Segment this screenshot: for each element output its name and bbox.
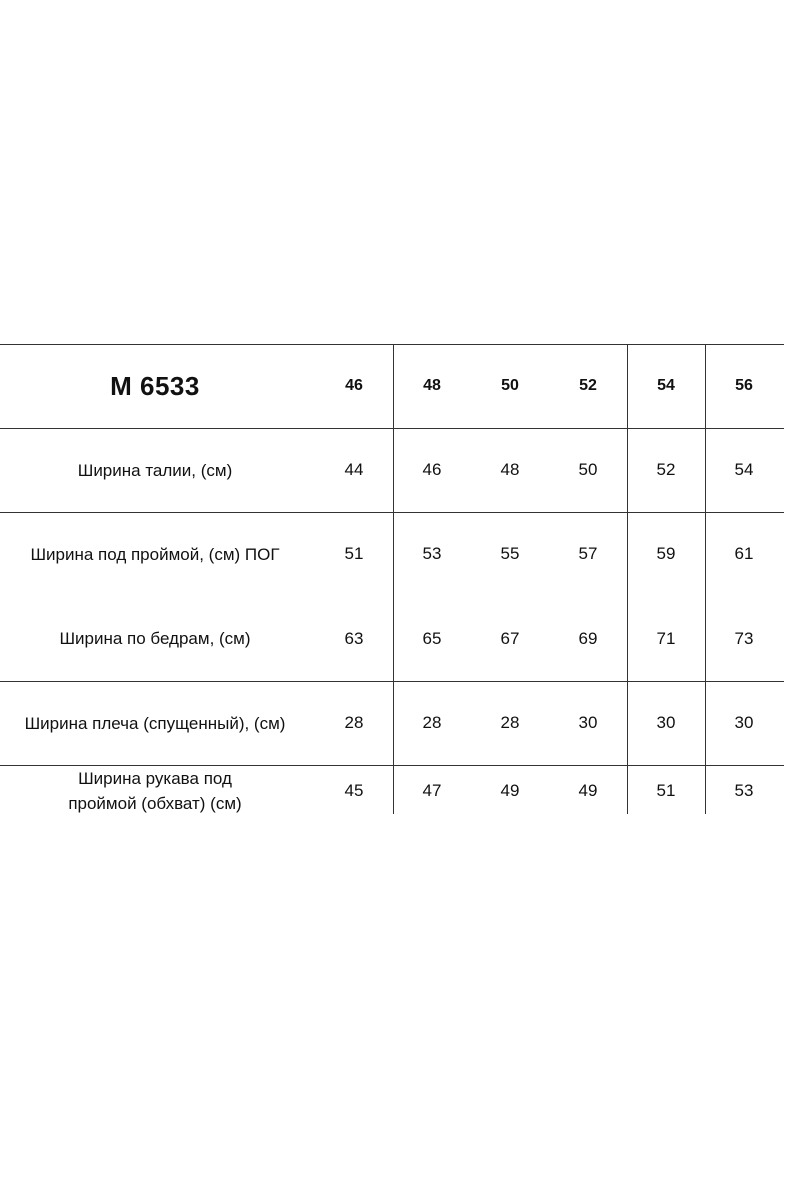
measurement-value: 73 bbox=[734, 628, 754, 648]
measurement-label-sleeve-line2: проймой (обхват) (см) bbox=[68, 794, 242, 813]
measurement-value: 59 bbox=[656, 544, 676, 563]
measurement-label-shoulder: Ширина плеча (спущенный), (см) bbox=[24, 713, 286, 733]
measurement-label-hips: Ширина по бедрам, (см) bbox=[59, 629, 251, 648]
measurement-value: 53 bbox=[422, 544, 442, 563]
measurement-value: 57 bbox=[578, 544, 598, 563]
measurement-value: 28 bbox=[422, 713, 442, 732]
measurement-value: 55 bbox=[500, 544, 520, 563]
size-header: 46 bbox=[345, 377, 363, 394]
measurement-value: 69 bbox=[578, 628, 598, 648]
measurement-value: 30 bbox=[734, 713, 754, 732]
measurement-label-sleeve bbox=[0, 765, 310, 817]
measurement-value: 71 bbox=[656, 628, 676, 648]
measurement-value: 48 bbox=[500, 460, 520, 479]
measurement-label-waist: Ширина талии, (см) bbox=[77, 460, 233, 480]
measurement-value: 46 bbox=[422, 460, 442, 479]
measurement-value: 67 bbox=[500, 628, 520, 648]
measurement-value: 53 bbox=[734, 781, 754, 800]
size-chart-table bbox=[0, 344, 784, 814]
measurement-label-sleeve-line1: Ширина рукава под bbox=[78, 769, 232, 788]
size-header: 50 bbox=[501, 377, 519, 394]
size-header: 52 bbox=[579, 377, 597, 394]
measurement-value: 51 bbox=[656, 781, 676, 800]
measurement-value: 30 bbox=[578, 713, 598, 732]
measurement-value: 61 bbox=[734, 544, 754, 563]
measurement-value: 54 bbox=[734, 460, 754, 479]
measurement-value: 28 bbox=[344, 713, 364, 732]
measurement-value: 45 bbox=[344, 781, 364, 800]
measurement-value: 28 bbox=[500, 713, 520, 732]
measurement-value: 49 bbox=[500, 781, 520, 800]
measurement-label-chest: Ширина под проймой, (см) ПОГ bbox=[30, 544, 280, 564]
measurement-value: 50 bbox=[578, 460, 598, 479]
size-header: 48 bbox=[423, 377, 441, 394]
measurement-value: 52 bbox=[656, 460, 676, 479]
model-number: М 6533 bbox=[110, 370, 200, 401]
measurement-value: 65 bbox=[422, 628, 442, 648]
size-header: 54 bbox=[657, 377, 675, 394]
measurement-value: 49 bbox=[578, 781, 598, 800]
measurement-value: 30 bbox=[656, 713, 676, 732]
measurement-value: 44 bbox=[344, 460, 364, 479]
size-header: 56 bbox=[735, 377, 753, 394]
measurement-value: 47 bbox=[422, 781, 442, 800]
measurement-value: 63 bbox=[344, 628, 364, 648]
measurement-value: 51 bbox=[344, 544, 364, 563]
